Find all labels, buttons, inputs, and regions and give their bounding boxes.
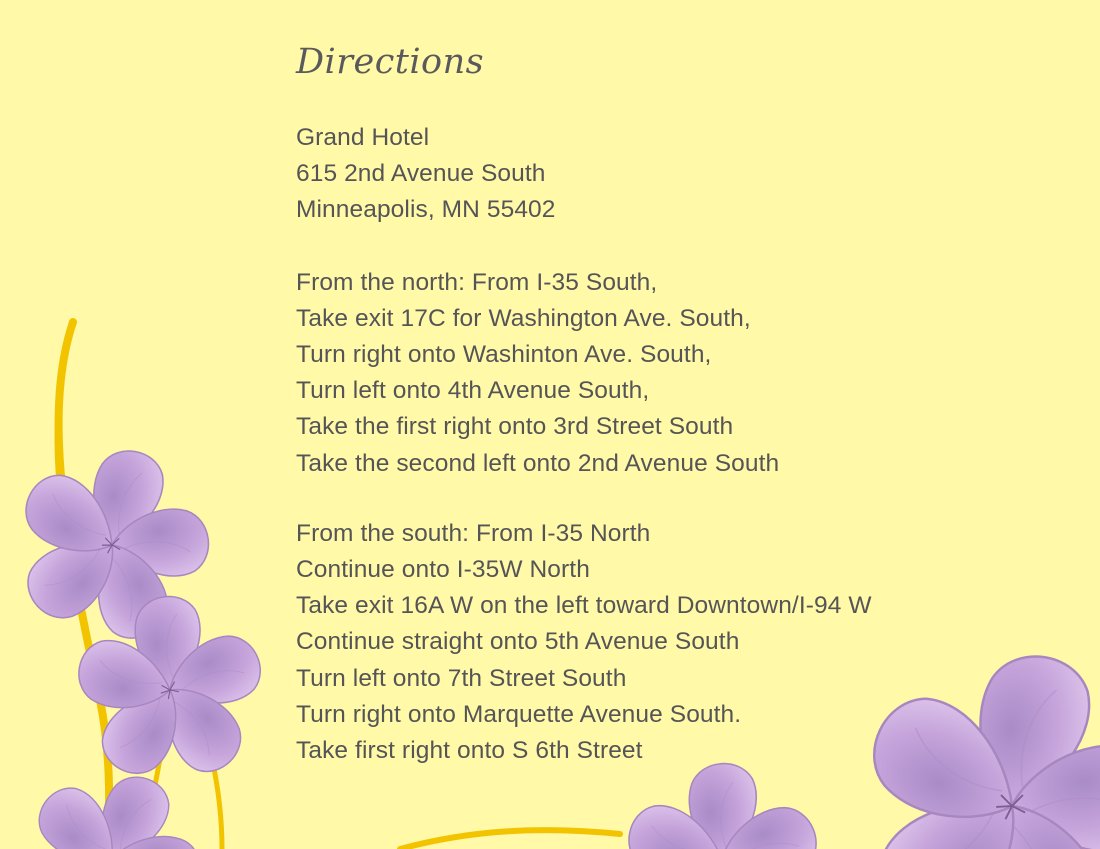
directions-content xyxy=(296,40,1056,769)
directions-from-north xyxy=(296,265,1056,482)
directions-from-south xyxy=(296,516,1056,769)
direction-step: Take first right onto S 6th Street xyxy=(296,737,643,765)
direction-step: Take the first right onto 3rd Street South xyxy=(296,413,734,441)
address-line: Grand Hotel xyxy=(296,124,430,151)
direction-step: Turn left onto 4th Avenue South, xyxy=(296,377,650,405)
page-title: Directions xyxy=(296,42,485,82)
flower-left-middle xyxy=(61,584,283,801)
direction-step: Turn left onto 7th Street South xyxy=(296,664,627,692)
direction-step: Take the second left onto 2nd Avenue South xyxy=(296,449,780,477)
direction-step: Take exit 16A W on the left toward Downtown/I-94 W xyxy=(296,592,872,620)
direction-step: From the north: From I-35 South, xyxy=(296,268,658,296)
direction-step: Turn right onto Marquette Avenue South. xyxy=(296,700,742,728)
address-line: Minneapolis, MN 55402 xyxy=(296,196,556,224)
direction-step: Continue straight onto 5th Avenue South xyxy=(296,628,740,656)
flower-bottom-center xyxy=(614,755,834,849)
direction-step: Take exit 17C for Washington Ave. South, xyxy=(296,304,751,332)
direction-step: From the south: From I-35 North xyxy=(296,519,651,547)
hotel-address xyxy=(296,120,1056,229)
direction-step: Turn right onto Washinton Ave. South, xyxy=(296,341,712,369)
address-line: 615 2nd Avenue South xyxy=(296,160,546,188)
direction-step: Continue onto I-35W North xyxy=(296,556,590,584)
